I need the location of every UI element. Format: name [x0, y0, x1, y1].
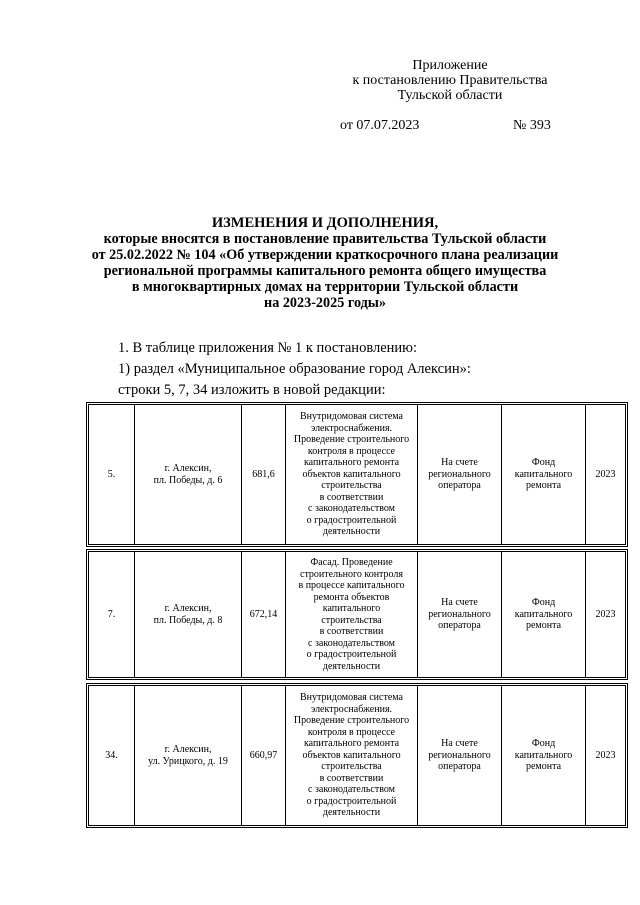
fund-line: ремонта: [525, 620, 562, 632]
area-cell: 660,97: [242, 686, 286, 826]
row-number: 7.: [89, 552, 135, 678]
row-number: 34.: [89, 686, 135, 826]
account-cell: [418, 405, 502, 545]
work-cell: [286, 552, 418, 678]
work-cell: [286, 405, 418, 545]
decree-date: от 07.07.2023: [340, 118, 420, 133]
paragraph-2: 1) раздел «Муниципальное образование город Алексин»:: [118, 361, 471, 377]
area-cell: 681,6: [242, 405, 286, 545]
address-line: ул. Урицкого, д. 19: [148, 755, 228, 767]
table-row: [89, 686, 626, 826]
annex-line-2: к постановлению Правительства: [352, 73, 548, 88]
address-line: г. Алексин,: [164, 603, 212, 614]
work-line: строительства: [321, 761, 382, 773]
work-line: капитального: [322, 603, 381, 614]
address-cell: [135, 405, 242, 545]
work-cell: [286, 686, 418, 826]
work-line: в соответствии: [319, 626, 384, 637]
annex-header: [330, 58, 570, 103]
address-line: пл. Победы, д. 6: [153, 474, 223, 486]
work-line: Внутридомовая система: [300, 692, 403, 704]
title-line-3: от 25.02.2022 № 104 «Об утверждении краткосрочного плана реализации: [91, 247, 559, 263]
address-line: г. Алексин,: [164, 744, 212, 755]
account-line: регионального: [428, 468, 491, 480]
annex-line-1: Приложение: [412, 58, 488, 73]
paragraph-3: строки 5, 7, 34 изложить в новой редакции:: [118, 382, 386, 398]
account-line: оператора: [438, 620, 481, 632]
address-cell: [135, 552, 242, 678]
fund-line: ремонта: [525, 761, 562, 773]
decree-number: № 393: [513, 118, 551, 133]
annex-line-3: Тульской области: [397, 88, 503, 103]
table-row: [89, 405, 626, 545]
fund-cell: [502, 686, 586, 826]
document-title: [60, 215, 590, 311]
work-line: контроля в процессе: [307, 445, 396, 457]
work-line: в соответствии: [319, 491, 384, 503]
work-line: контроля в процессе: [307, 726, 396, 738]
work-line: ремонта объектов: [313, 591, 390, 603]
fund-line: капитального: [514, 608, 573, 620]
account-line: На счете: [441, 457, 478, 469]
row-number: 5.: [89, 405, 135, 545]
work-line: деятельности: [322, 526, 381, 538]
work-line: объектов капитального: [302, 468, 401, 480]
row-table-5: [88, 404, 626, 545]
work-line: с законодательством: [308, 637, 395, 649]
work-line: в соответствии: [319, 772, 384, 784]
work-line: в процессе капитального: [298, 580, 405, 591]
work-line: о градостроительной: [306, 795, 397, 807]
work-line: о градостроительной: [306, 514, 397, 526]
work-line: с законодательством: [308, 503, 395, 515]
work-line: капитального ремонта: [303, 738, 400, 750]
year-cell: 2023: [586, 686, 626, 826]
year-cell: 2023: [586, 405, 626, 545]
address-cell: [135, 686, 242, 826]
title-line-5: в многоквартирных домах на территории Тульской области: [131, 279, 519, 295]
work-line: электроснабжения.: [310, 703, 393, 715]
title-line-6: на 2023-2025 годы»: [264, 295, 386, 311]
account-line: регионального: [428, 749, 491, 761]
account-line: На счете: [441, 597, 478, 609]
account-line: оператора: [438, 761, 481, 773]
fund-cell: [502, 405, 586, 545]
fund-line: Фонд: [531, 597, 556, 609]
fund-line: Фонд: [531, 738, 556, 750]
account-line: На счете: [441, 738, 478, 750]
work-line: деятельности: [322, 660, 381, 672]
fund-line: ремонта: [525, 480, 562, 492]
work-line: Проведение строительного: [293, 715, 410, 727]
work-line: о градостроительной: [306, 649, 397, 660]
address-line: г. Алексин,: [164, 463, 212, 474]
work-line: строительного контроля: [300, 568, 403, 580]
address-line: пл. Победы, д. 8: [153, 614, 223, 626]
work-line: Внутридомовая система: [300, 411, 403, 423]
paragraph-1: 1. В таблице приложения № 1 к постановлению:: [118, 340, 418, 356]
account-cell: [418, 552, 502, 678]
work-line: деятельности: [322, 807, 381, 819]
table-row: [89, 552, 626, 678]
work-line: строительства: [321, 480, 382, 492]
title-line-2: которые вносятся в постановление правительства Тульской области: [103, 231, 547, 247]
area-cell: 672,14: [242, 552, 286, 678]
title-line-4: региональной программы капитального ремонта общего имущества: [103, 263, 547, 279]
fund-cell: [502, 552, 586, 678]
work-line: капитального ремонта: [303, 457, 400, 469]
work-line: Проведение строительного: [293, 434, 410, 446]
row-table-34: [88, 685, 626, 826]
title-line-1: ИЗМЕНЕНИЯ И ДОПОЛНЕНИЯ,: [211, 215, 439, 231]
work-line: с законодательством: [308, 784, 395, 796]
fund-line: Фонд: [531, 457, 556, 469]
work-line: строительства: [321, 614, 382, 626]
row-table-7: [88, 551, 626, 678]
account-line: оператора: [438, 480, 481, 492]
account-cell: [418, 686, 502, 826]
year-cell: 2023: [586, 552, 626, 678]
work-line: Фасад. Проведение: [310, 557, 393, 568]
work-line: электроснабжения.: [310, 422, 393, 434]
account-line: регионального: [428, 608, 491, 620]
fund-line: капитального: [514, 749, 573, 761]
work-line: объектов капитального: [302, 749, 401, 761]
fund-line: капитального: [514, 468, 573, 480]
